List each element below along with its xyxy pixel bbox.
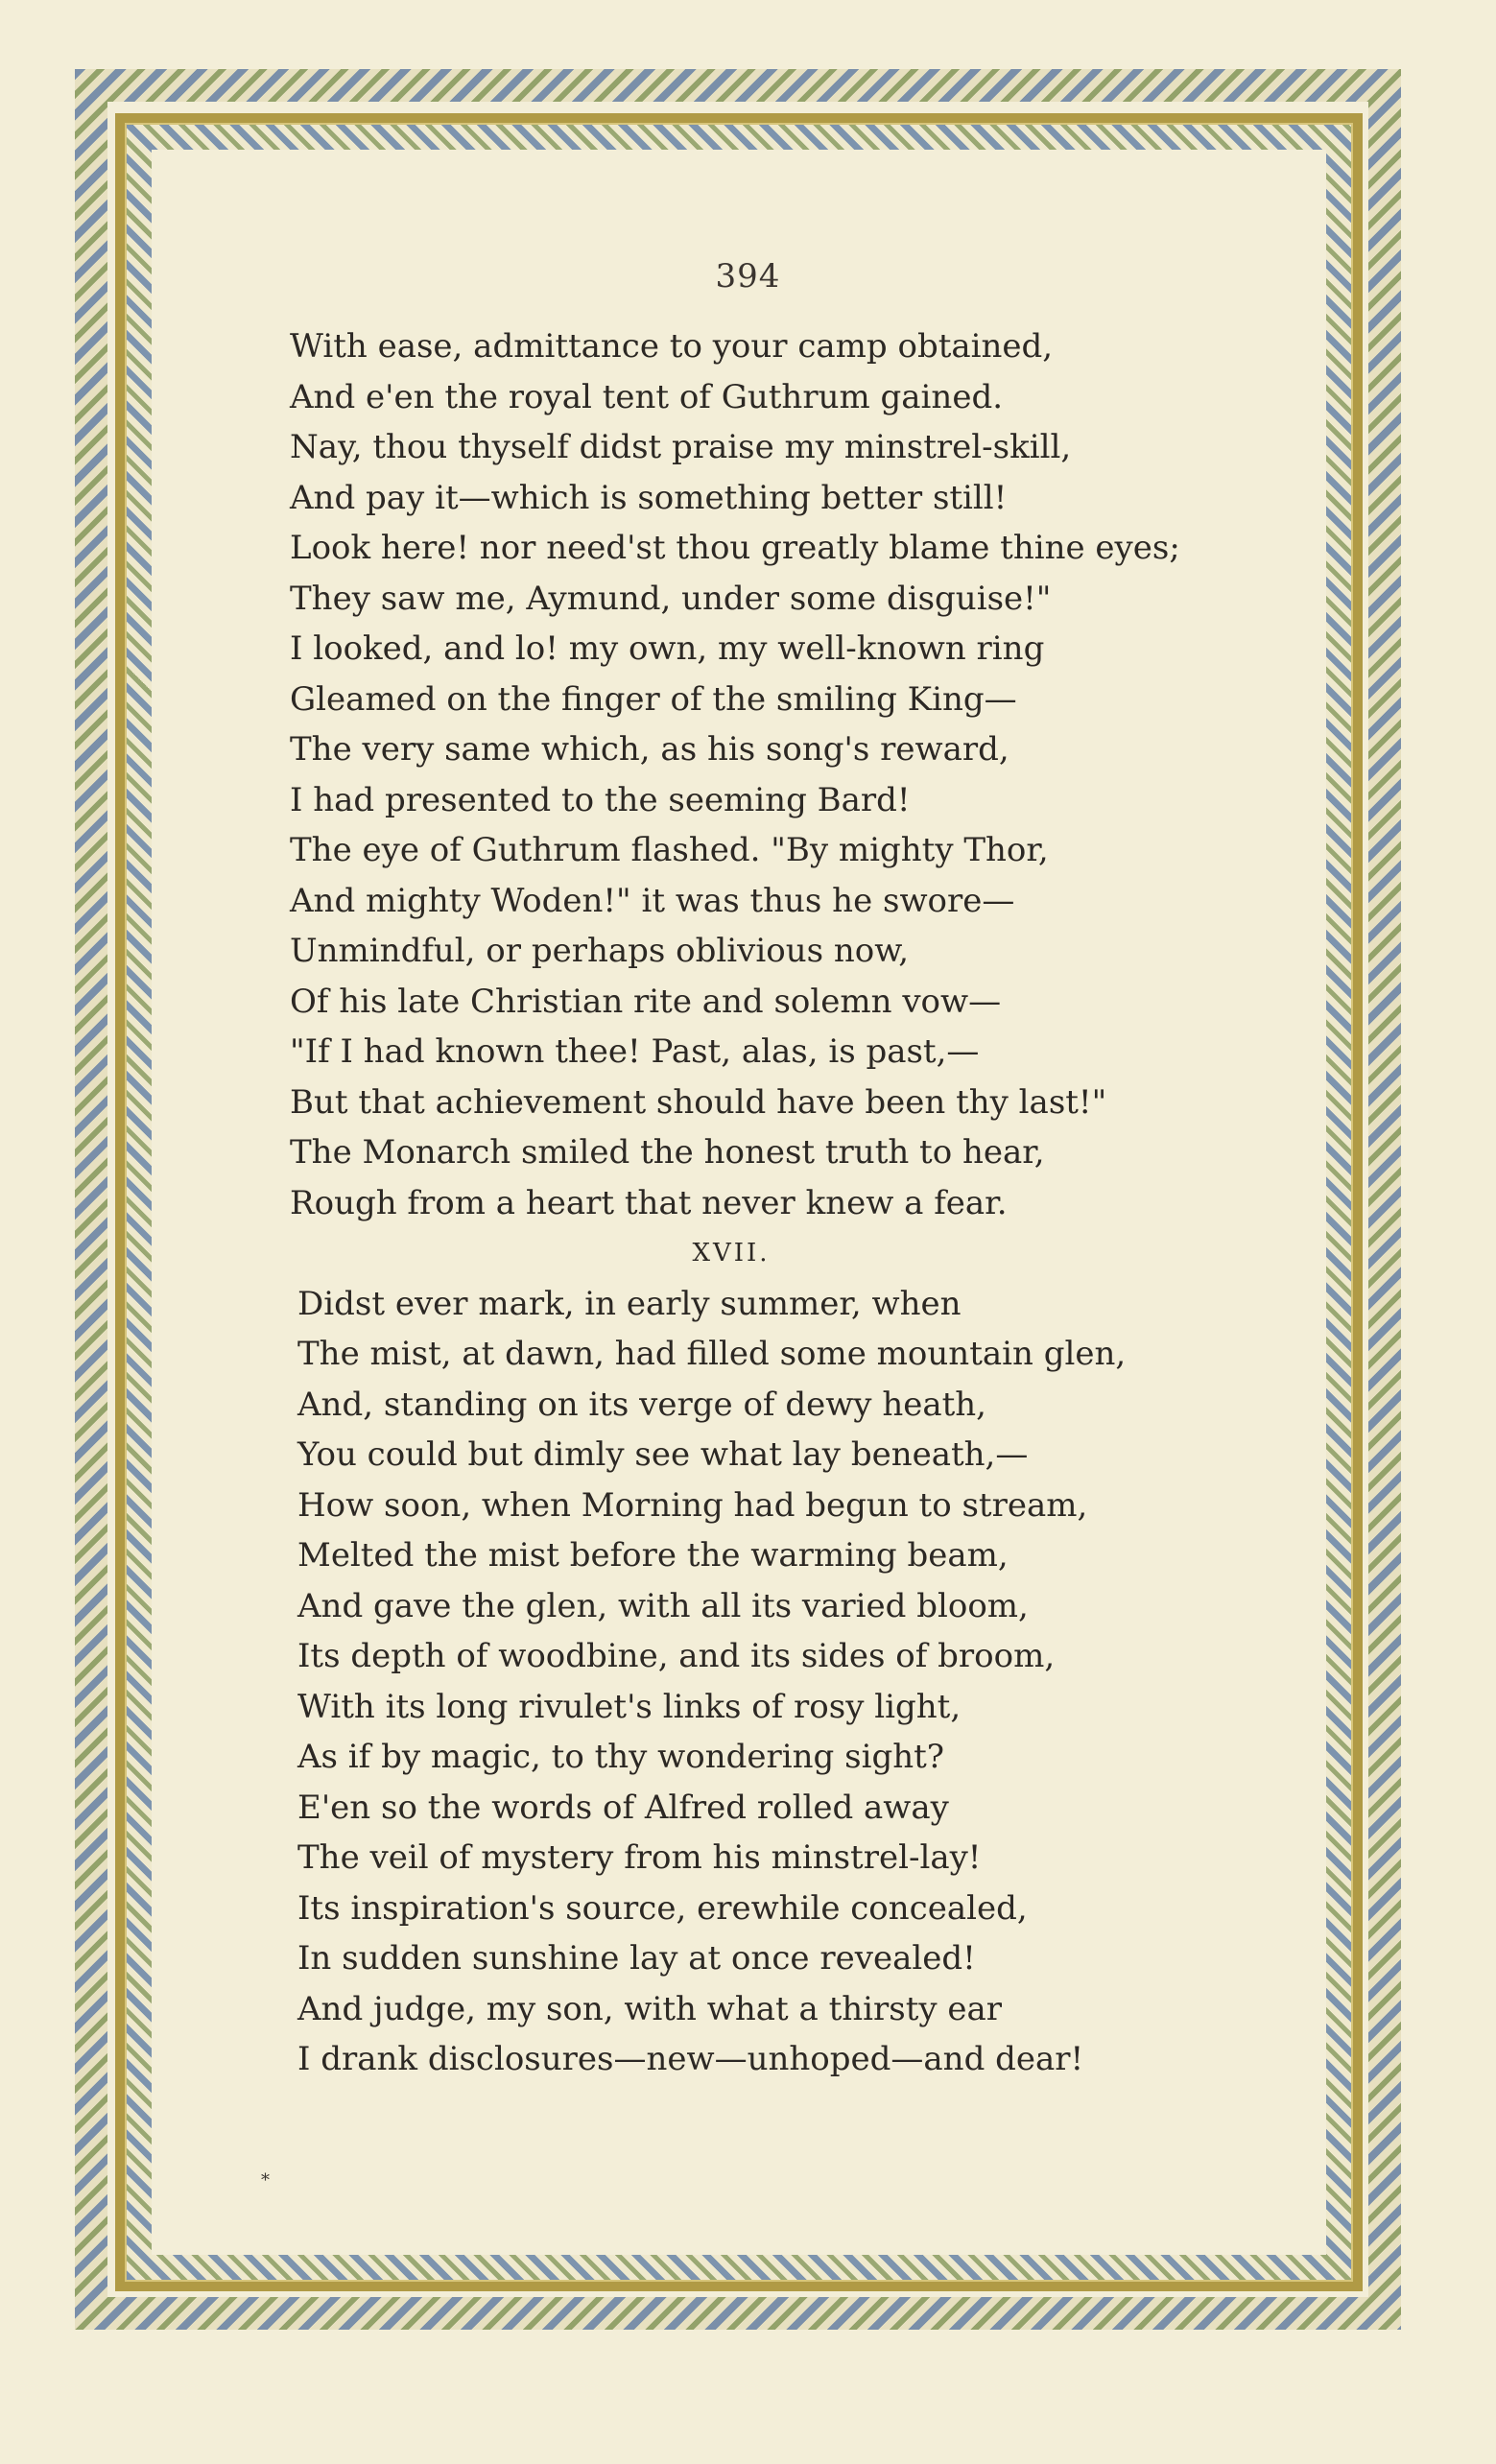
- poem-text: [290, 321, 1230, 2085]
- poem-line: I had presented to the seeming Bard!: [290, 780, 911, 819]
- poem-line: I looked, and lo! my own, my well-known ring: [290, 629, 1045, 668]
- poem-line: Rough from a heart that never knew a fear.: [290, 1183, 1008, 1222]
- poem-line: Unmindful, or perhaps oblivious now,: [290, 932, 910, 970]
- poem-line: Its depth of woodbine, and its sides of broom,: [297, 1637, 1056, 1675]
- poem-line: Didst ever mark, in early summer, when: [297, 1284, 962, 1323]
- poem-line: In sudden sunshine lay at once revealed!: [297, 1939, 976, 1978]
- poem-line: I drank disclosures—new—unhoped—and dear!: [297, 2040, 1084, 2078]
- poem-line: The very same which, as his song's reward,: [290, 730, 1009, 769]
- poem-line: How soon, when Morning had begun to stream,: [297, 1485, 1088, 1525]
- poem-line: Its inspiration's source, erewhile concealed,: [297, 1888, 1028, 1928]
- stray-mark: *: [261, 2170, 270, 2191]
- poem-line: Of his late Christian rite and solemn vow—: [290, 982, 1002, 1021]
- poem-line: The mist, at dawn, had filled some mountain glen,: [297, 1335, 1127, 1373]
- poem-line: E'en so the words of Alfred rolled away: [297, 1788, 949, 1827]
- poem-line: They saw me, Aymund, under some disguise!": [290, 579, 1052, 618]
- poem-line: And gave the glen, with all its varied bloom,: [297, 1586, 1029, 1625]
- poem-line: Nay, thou thyself didst praise my minstrel-skill,: [290, 428, 1072, 466]
- poem-line: With its long rivulet's links of rosy light,: [297, 1687, 962, 1726]
- poem-line: And mighty Woden!" it was thus he swore—: [290, 881, 1015, 920]
- poem-line: And e'en the royal tent of Guthrum gained.: [290, 377, 1004, 416]
- poem-line: And, standing on its verge of dewy heath,: [297, 1385, 986, 1424]
- poem-line: The veil of mystery from his minstrel-lay!: [297, 1838, 982, 1877]
- poem-line: Gleamed on the finger of the smiling King—: [290, 679, 1017, 719]
- poem-line: The eye of Guthrum flashed. "By mighty Thor,: [290, 831, 1049, 869]
- page-number: 394: [715, 257, 781, 296]
- poem-line: As if by magic, to thy wondering sight?: [297, 1738, 945, 1776]
- poem-line: But that achievement should have been thy last!": [290, 1082, 1107, 1122]
- section-heading: XVII.: [692, 1239, 771, 1268]
- poem-line: Melted the mist before the warming beam,: [297, 1536, 1009, 1575]
- poem-line: The Monarch smiled the honest truth to hear,: [290, 1133, 1045, 1172]
- poem-line: "If I had known thee! Past, alas, is past,—: [290, 1032, 980, 1071]
- poem-line: With ease, admittance to your camp obtained,: [290, 327, 1054, 366]
- poem-line: You could but dimly see what lay beneath,—: [297, 1435, 1029, 1474]
- poem-line: And judge, my son, with what a thirsty ear: [297, 1989, 1003, 2028]
- poem-line: Look here! nor need'st thou greatly blame thine eyes;: [290, 529, 1180, 567]
- poem-line: And pay it—which is something better still!: [290, 478, 1008, 517]
